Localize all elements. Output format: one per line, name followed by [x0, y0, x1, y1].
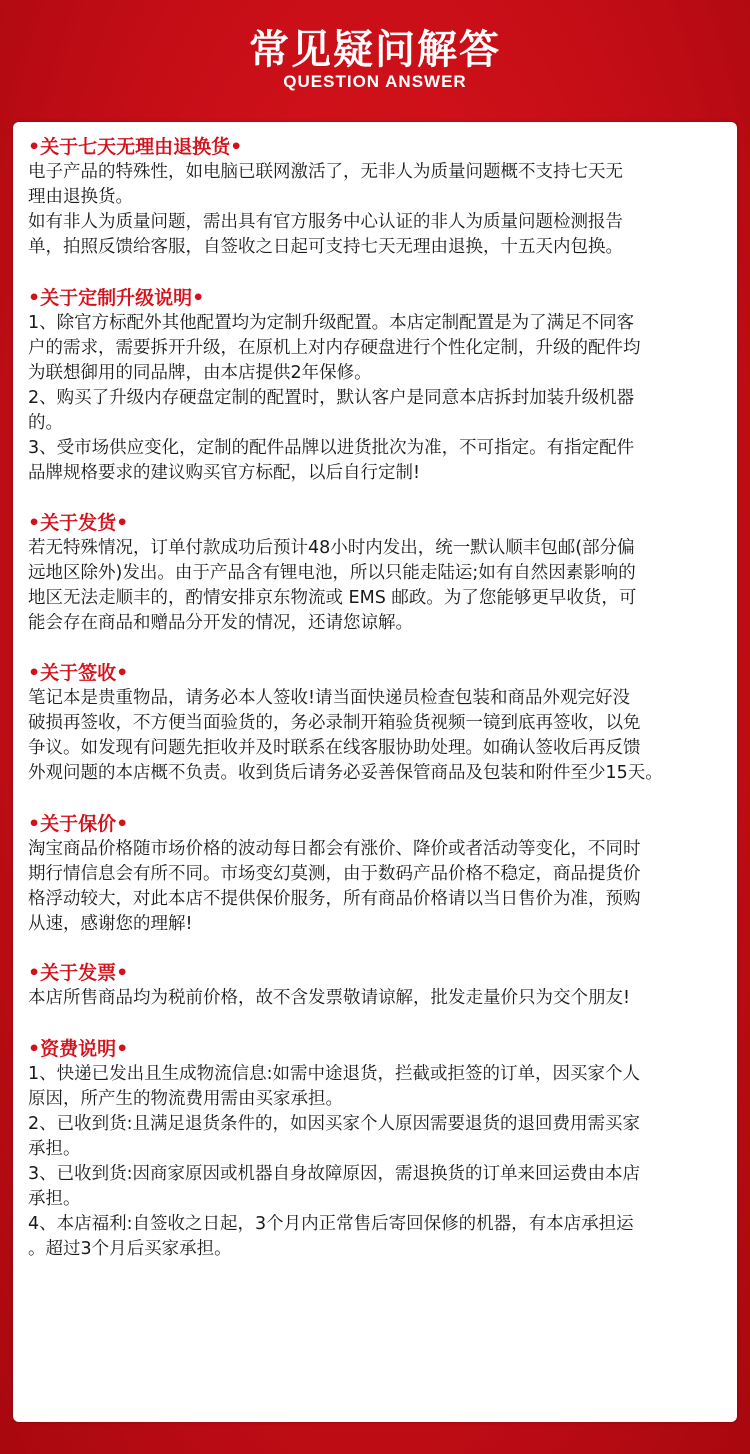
section-text-line: 远地区除外)发出。由于产品含有锂电池，所以只能走陆运;如有自然因素影响的 — [28, 563, 636, 583]
section-text-line: 3、受市场供应变化，定制的配件品牌以进货批次为准，不可指定。有指定配件 — [28, 438, 635, 458]
section-text-line: 若无特殊情况，订单付款成功后预计48小时内发出，统一默认顺丰包邮(部分偏 — [28, 538, 635, 558]
section-receipt — [28, 660, 737, 786]
section-price-protection — [28, 811, 737, 937]
section-heading: •关于签收• — [28, 662, 129, 684]
section-text-line: 笔记本是贵重物品，请务必本人签收!请当面快递员检查包装和商品外观完好没 — [28, 688, 631, 708]
section-text-line: 为联想御用的同品牌，由本店提供2年保修。 — [28, 363, 372, 383]
section-custom-upgrade — [28, 285, 737, 486]
page-header — [0, 0, 750, 118]
section-text-line: 争议。如发现有问题先拒收并及时联系在线客服协助处理。如确认签收后再反馈 — [28, 738, 641, 758]
section-text-line: 1、快递已发出且生成物流信息:如需中途退货，拦截或拒签的订单，因买家个人 — [28, 1064, 641, 1084]
section-heading: •关于保价• — [28, 813, 129, 835]
section-text-line: 的。 — [28, 413, 63, 433]
section-text-line: 格浮动较大，对此本店不提供保价服务，所有商品价格请以当日售价为准，预购 — [28, 889, 641, 909]
section-text-line: 原因，所产生的物流费用需由买家承担。 — [28, 1089, 343, 1109]
faq-card — [13, 122, 737, 1422]
section-text-line: 承担。 — [28, 1139, 81, 1159]
section-return-policy — [28, 134, 737, 260]
page-subtitle: QUESTION ANSWER — [283, 72, 467, 91]
section-heading: •关于发货• — [28, 512, 129, 534]
section-shipping — [28, 510, 737, 636]
section-text-line: 承担。 — [28, 1189, 81, 1209]
section-text-line: 破损再签收，不方便当面验货的，务必录制开箱验货视频一镜到底再签收，以免 — [28, 713, 641, 733]
page-title: 常见疑问解答 — [249, 27, 501, 73]
section-text-line: 2、已收到货:且满足退货条件的，如因买家个人原因需要退货的退回费用需买家 — [28, 1114, 641, 1134]
section-text-line: 4、本店福利:自签收之日起，3个月内正常售后寄回保修的机器，有本店承担运 — [28, 1214, 634, 1234]
section-heading: •关于发票• — [28, 962, 129, 984]
section-text-line: 品牌规格要求的建议购买官方标配，以后自行定制! — [28, 463, 421, 483]
section-text-line: 1、除官方标配外其他配置均为定制升级配置。本店定制配置是为了满足不同客 — [28, 313, 635, 333]
section-text-line: 电子产品的特殊性，如电脑已联网激活了，无非人为质量问题概不支持七天无 — [28, 162, 623, 182]
section-invoice — [28, 960, 737, 1011]
section-text-line: 如有非人为质量问题，需出具有官方服务中心认证的非人为质量问题检测报告 — [28, 212, 623, 232]
section-heading: •关于定制升级说明• — [28, 287, 205, 309]
section-text-line: 地区无法走顺丰的，酌情安排京东物流或 EMS 邮政。为了您能够更早收货，可 — [28, 588, 637, 608]
section-heading: •资费说明• — [28, 1038, 129, 1060]
section-text-line: 本店所售商品均为税前价格，故不含发票敬请谅解，批发走量价只为交个朋友! — [28, 988, 631, 1008]
section-text-line: 3、已收到货:因商家原因或机器自身故障原因，需退换货的订单来回运费由本店 — [28, 1164, 641, 1184]
section-text-line: 。超过3个月后买家承担。 — [28, 1239, 232, 1259]
section-text-line: 外观问题的本店概不负责。收到货后请务必妥善保管商品及包装和附件至少15天。 — [28, 763, 663, 783]
section-heading: •关于七天无理由退换货• — [28, 136, 243, 158]
section-text-line: 从速，感谢您的理解! — [28, 914, 193, 934]
section-text-line: 期行情信息会有所不同。市场变幻莫测，由于数码产品价格不稳定，商品提货价 — [28, 864, 641, 884]
section-text-line: 2、购买了升级内存硬盘定制的配置时，默认客户是同意本店拆封加装升级机器 — [28, 388, 635, 408]
section-text-line: 单，拍照反馈给客服，自签收之日起可支持七天无理由退换，十五天内包换。 — [28, 237, 623, 257]
section-text-line: 能会存在商品和赠品分开发的情况，还请您谅解。 — [28, 613, 413, 633]
section-text-line: 淘宝商品价格随市场价格的波动每日都会有涨价、降价或者活动等变化，不同时 — [28, 839, 641, 859]
section-text-line: 户的需求，需要拆开升级，在原机上对内存硬盘进行个性化定制，升级的配件均 — [28, 338, 641, 358]
section-text-line: 理由退换货。 — [28, 187, 133, 207]
section-fees — [28, 1036, 737, 1262]
